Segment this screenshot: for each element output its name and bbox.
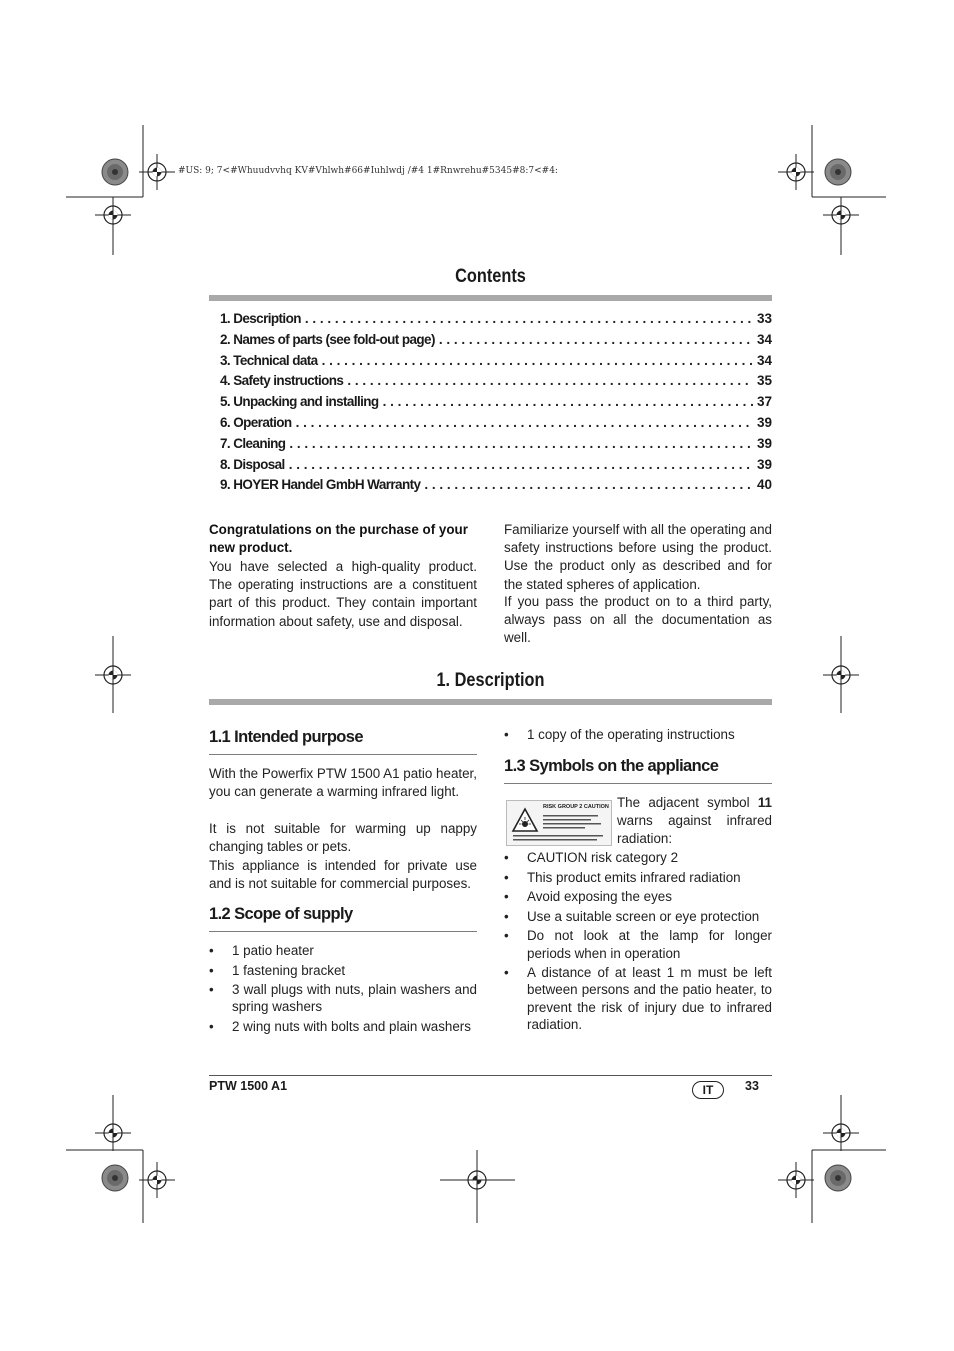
toc-page-number: 40 [756, 477, 772, 493]
symbols-list [504, 849, 772, 1035]
symbols-rule [504, 783, 772, 784]
contents-title: Contents [455, 266, 526, 287]
toc-label: 4. Safety instructions [220, 373, 344, 389]
toc-row [220, 477, 772, 498]
toc-page-number: 39 [756, 435, 772, 451]
toc-label: 2. Names of parts (see fold-out page) [220, 331, 435, 347]
toc-row [220, 332, 772, 353]
toc-row [220, 457, 772, 478]
toc-label: 1. Description [220, 311, 301, 326]
toc-leader-dots [289, 436, 753, 451]
symbols-heading: 1.3 Symbols on the appliance [504, 757, 719, 775]
toc-label: 8. Disposal [220, 456, 285, 472]
list-item: • 1 fastening bracket [209, 962, 477, 979]
intended-purpose-p3: This appliance is intended for private use and is not suitable for commercial purposes. [209, 858, 477, 892]
toc-label: 9. HOYER Handel GmbH Warranty [220, 477, 421, 493]
risk-group-label-title: RISK GROUP 2 CAUTION [543, 804, 609, 810]
list-item: • 2 wing nuts with bolts and plain washers [209, 1018, 477, 1035]
list-item: • CAUTION risk category 2 [504, 849, 772, 866]
toc-row [220, 436, 772, 457]
list-item: • A distance of at least 1 m must be left between persons and the patio heater, to prevent the risk of injury due to infrared radiation. [504, 964, 772, 1033]
toc-label: 3. Technical data [220, 352, 318, 368]
toc-page-number: 34 [756, 331, 772, 347]
toc-label: 6. Operation [220, 414, 292, 430]
toc-page-number: 39 [756, 456, 772, 472]
toc-page-number: 37 [756, 394, 772, 410]
description-title: 1. Description [436, 670, 545, 691]
footer-model: PTW 1500 A1 [209, 1079, 288, 1093]
toc-page-number: 34 [756, 352, 772, 368]
contents-rule [209, 295, 772, 301]
toc-leader-dots [305, 311, 753, 326]
intended-purpose-heading: 1.1 Intended purpose [209, 728, 363, 746]
toc-row [220, 394, 772, 415]
toc-page-number: 35 [756, 373, 772, 389]
intro-right-paragraph-2: If you pass the product on to a third party, always pass on all the documentation as well. [504, 594, 772, 646]
toc-row [220, 353, 772, 374]
scope-of-supply-heading: 1.2 Scope of supply [209, 905, 353, 923]
list-item: • Use a suitable screen or eye protection [504, 908, 772, 925]
scope-of-supply-list-continued [504, 726, 772, 746]
list-item: • Do not look at the lamp for longer periods when in operation [504, 927, 772, 961]
intended-purpose-p1: With the Powerfix PTW 1500 A1 patio heater, you can generate a warming infrared light. [209, 766, 477, 800]
language-badge: IT [692, 1081, 724, 1099]
intro-right-paragraph-1: Familiarize yourself with all the operating and safety instructions before using the product. Use the product only as described and for the stated spheres of application. [504, 522, 772, 592]
toc-leader-dots [322, 353, 753, 368]
list-item: • 1 patio heater [209, 942, 477, 959]
intended-purpose-rule [209, 754, 477, 755]
scope-of-supply-rule [209, 931, 477, 932]
toc-row [220, 373, 772, 394]
toc-leader-dots [439, 332, 753, 347]
symbol-number: 11 [757, 795, 772, 810]
toc-leader-dots [289, 457, 753, 472]
symbols-intro-text: The adjacent symbol 11 warns against infrared radiation: [617, 795, 772, 847]
scope-of-supply-list [209, 942, 477, 1038]
description-rule [209, 699, 772, 705]
print-header-code: #US: 9; 7<#Whuudvvhq KV#Vhlwh#66#Iuhlwdj /#4 1#Rnwrehu#5345#8:7<#4: [178, 166, 558, 176]
toc-page-number: 33 [756, 311, 772, 326]
toc-label: 5. Unpacking and installing [220, 394, 379, 410]
list-item: • Avoid exposing the eyes [504, 888, 772, 905]
toc-leader-dots [424, 477, 753, 492]
toc-page-number: 39 [756, 414, 772, 430]
footer-rule [209, 1075, 772, 1076]
toc-leader-dots [347, 373, 753, 388]
page-number: 33 [745, 1079, 759, 1093]
toc-label: 7. Cleaning [220, 435, 286, 451]
intended-purpose-p2: It is not suitable for warming up nappy changing tables or pets. [209, 821, 477, 855]
toc-leader-dots [383, 394, 753, 409]
risk-group-label-image [506, 800, 612, 846]
list-item: • 3 wall plugs with nuts, plain washers and spring washers [209, 981, 477, 1015]
list-item: • This product emits infrared radiation [504, 869, 772, 886]
intro-left-text: You have selected a high-quality product. The operating instructions are a constituent part of this product. They contain important information about safety, use and disposal. [209, 559, 477, 629]
toc-leader-dots [296, 415, 753, 430]
toc-row [220, 311, 772, 332]
table-of-contents [220, 311, 772, 498]
list-item: • 1 copy of the operating instructions [504, 726, 772, 743]
intro-heading: Congratulations on the purchase of your new product. [209, 522, 468, 555]
toc-row [220, 415, 772, 436]
